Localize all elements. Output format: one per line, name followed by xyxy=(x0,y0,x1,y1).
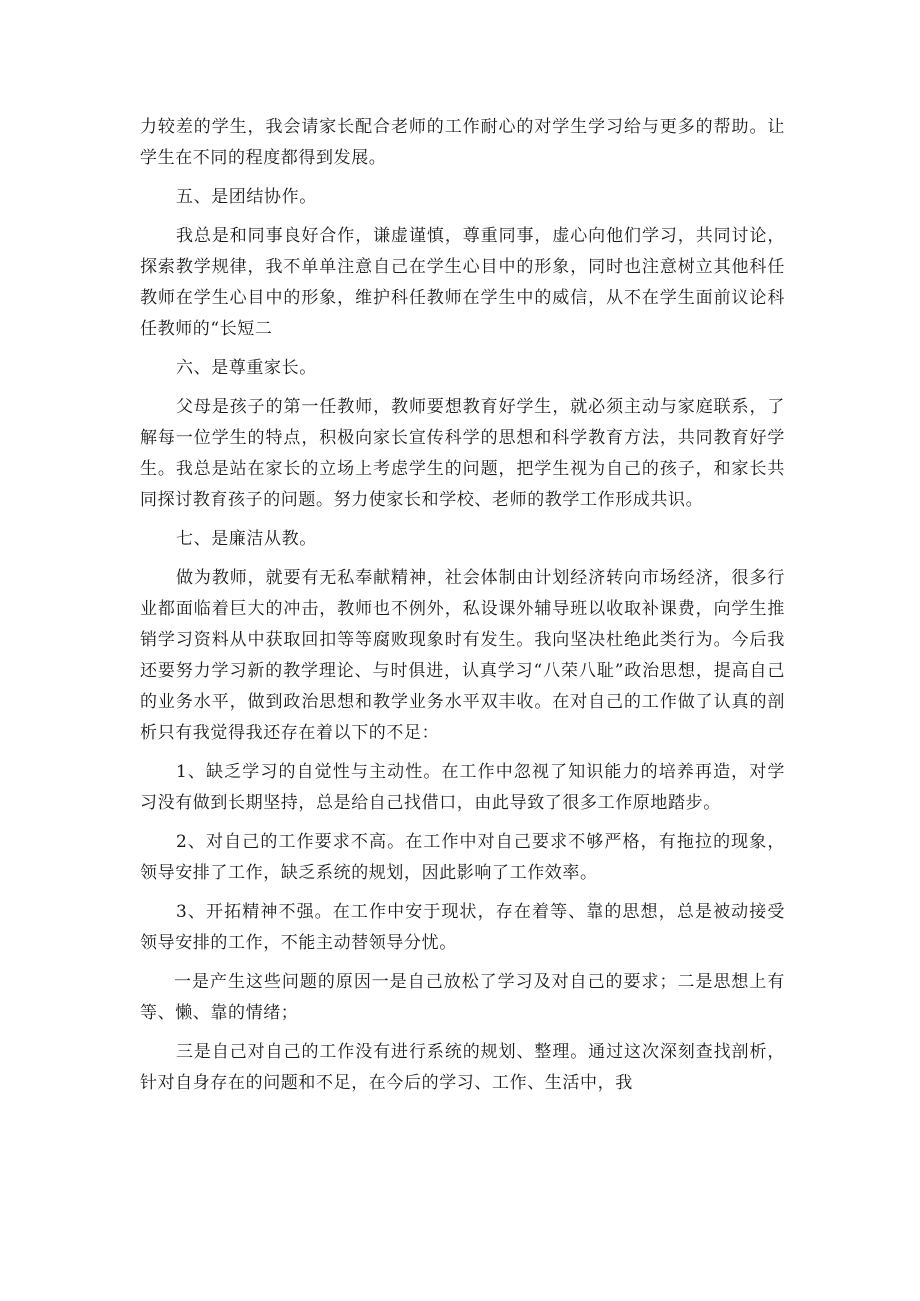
heading-respect-parents: 六、是尊重家长。 xyxy=(176,358,317,378)
heading-unity-cooperation: 五、是团结协作。 xyxy=(176,187,317,207)
paragraph-colleagues: 我总是和同事良好合作，谦虚谨慎，尊重同事，虚心向他们学习，共同讨论，探索教学规律，我不单单注意自己在学生心目中的形象，同时也注意树立其他科任教师在学生心目中的形象，维护科任教师在学生中的威信，从不在学生面前议论科任教师的“长短二 xyxy=(140,226,785,339)
heading-integrity: 七、是廉洁从教。 xyxy=(176,529,317,549)
paragraph-planning: 三是自己对自己的工作没有进行系统的规划、整理。通过这次深刻查找剖析，针对自身存在的问题和不足，在今后的学习、工作、生活中，我 xyxy=(140,1042,785,1093)
paragraph-shortcoming-3: 3、开拓精神不强。在工作中安于现状，存在着等、靠的思想，总是被动接受领导安排的工作，不能主动替领导分忧。 xyxy=(140,902,785,953)
paragraph-parents: 父母是孩子的第一任教师，教师要想教育好学生，就必须主动与家庭联系，了解每一位学生的特点，积极向家长宣传科学的思想和科学教育方法，共同教育好学生。我总是站在家长的立场上考虑学生的问题，把学生视为自己的孩子，和家长共同探讨教育孩子的问题。努力使家长和学校、老师的教学工作形成共识。 xyxy=(140,397,785,510)
paragraph-integrity: 做为教师，就要有无私奉献精神，社会体制由计划经济转向市场经济，很多行业都面临着巨大的冲击，教师也不例外，私设课外辅导班以收取补课费，向学生推销学习资料从中获取回扣等等腐败现象时有发生。我向坚决杜绝此类行为。今后我还要努力学习新的教学理论、与时俱进，认真学习“八荣八耻”政治思想，提高自己的业务水平，做到政治思想和教学业务水平双丰收。在对自己的工作做了认真的剖析只有我觉得我还存在着以下的不足： xyxy=(140,568,785,743)
paragraph-shortcoming-1: 1、缺乏学习的自觉性与主动性。在工作中忽视了知识能力的培养再造，对学习没有做到长期坚持，总是给自己找借口，由此导致了很多工作原地踏步。 xyxy=(140,762,785,813)
document-body xyxy=(140,112,785,1107)
paragraph-continuation: 力较差的学生，我会请家长配合老师的工作耐心的对学生学习给与更多的帮助。让学生在不同的程度都得到发展。 xyxy=(140,117,785,168)
paragraph-shortcoming-2: 2、对自己的工作要求不高。在工作中对自己要求不够严格，有拖拉的现象，领导安排了工作，缺乏系统的规划，因此影响了工作效率。 xyxy=(140,832,785,883)
paragraph-causes: 一是产生这些问题的原因一是自己放松了学习及对自己的要求；二是思想上有等、懒、靠的情绪； xyxy=(140,972,785,1023)
